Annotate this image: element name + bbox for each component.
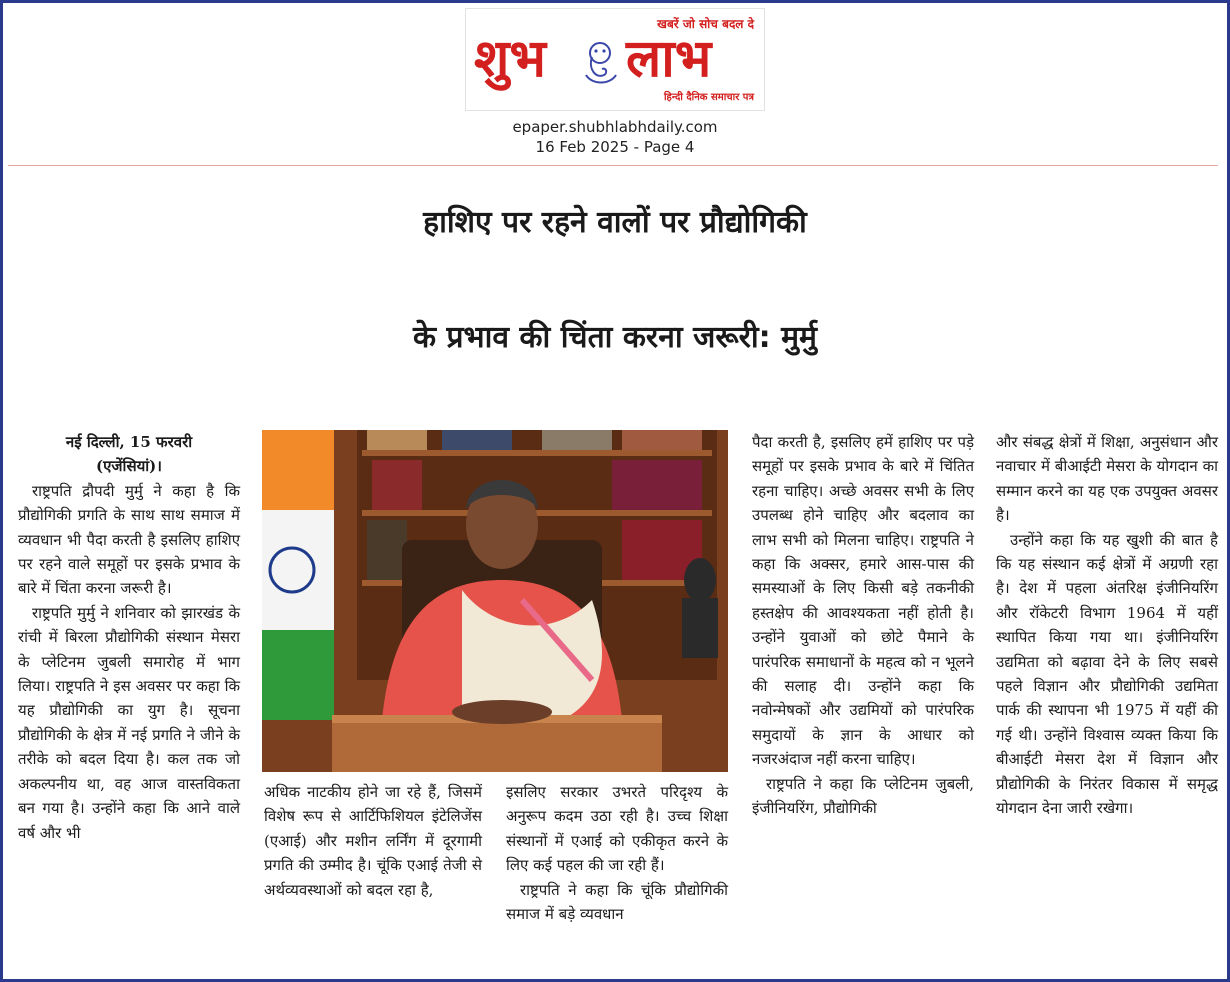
dateline: [18, 430, 240, 479]
paragraph: पैदा करती है, इसलिए हमें हाशिए पर पड़े समूहों पर इसके प्रभाव के बारे में चिंतित रहना चाहिए। अच्छे अवसर सभी के लिए उपलब्ध होने चाहिए और बदलाव का लाभ सभी को मिलना चाहिए। राष्ट्रपति ने कहा कि अक्सर, हमारे आस-पास की समस्याओं के लिए किसी बड़े तकनीकी हस्तक्षेप की आवश्यकता नहीं होती है। उन्होंने युवाओं को छोटे पैमाने के पारंपरिक समाधानों के महत्व को न भूलने की सलाह दी। उन्होंने कहा कि नवोन्मेषकों और उद्यमियों को पारंपरिक समुदायों के ज्ञान के आधार को नजरअंदाज नहीं करना चाहिए।: [752, 433, 974, 769]
epaper-url[interactable]: epaper.shubhlabhdaily.com: [512, 118, 718, 136]
paragraph: इसलिए सरकार उभरते परिदृश्य के अनुरूप कदम उठा रही है। उच्च शिक्षा संस्थानों में एआई को एकीकृत करने के लिए कई पहल की जा रही हैं।: [506, 783, 728, 875]
article-column-4: [752, 430, 974, 821]
article-column-2: [264, 780, 482, 902]
headline-line-2: के प्रभाव की चिंता करना जरूरी: मुर्मु: [412, 320, 818, 355]
article-column-5: [996, 430, 1218, 821]
logo-word-shubh: शुभ: [474, 28, 546, 89]
masthead-divider: [8, 165, 1218, 166]
president-photo[interactable]: [262, 430, 728, 772]
dateline-place-date: नई दिल्ली, 15 फरवरी: [65, 433, 193, 451]
paragraph: राष्ट्रपति मुर्मु ने शनिवार को झारखंड के रांची में बिरला प्रौद्योगिकी संस्थान मेसरा के प्लेटिनम जुबली समारोह में भाग लिया। राष्ट्रपति ने इस अवसर पर कहा कि यह प्रौद्योगिकी का युग है। सूचना प्रौद्योगिकी के क्षेत्र में नई प्रगति ने जीने के तरीके को बदल दिया है। कल तक जो अकल्पनीय था, वह आज वास्तविकता बन गया है। उन्होंने कहा कि आने वाले वर्ष और भी: [18, 603, 240, 842]
ganesha-icon: [578, 35, 622, 87]
paragraph: अधिक नाटकीय होने जा रहे हैं, जिसमें विशेष रूप से आर्टिफिशियल इंटेलिजेंस (एआई) और मशीन लर्निंग में दूरगामी प्रगति की उम्मीद है। चूंकि एआई तेजी से अर्थव्यवस्थाओं को बदल रहा है,: [264, 783, 482, 899]
logo-word-labh: लाभ: [626, 28, 712, 89]
paragraph: उन्होंने कहा कि यह खुशी की बात है कि यह संस्थान कई क्षेत्रों में अग्रणी रहा है। देश में पहला अंतरिक्ष इंजीनियरिंग और रॉकेटरी विभाग 1964 में यहीं स्थापित किया गया था। इंजीनियरिंग उद्यमिता को बढ़ावा देने के लिए सबसे पहले विज्ञान और प्रौद्योगिकी उद्यमिता पार्क की स्थापना भी 1975 में यहीं की गई थी। उन्होंने विश्वास व्यक्त किया कि बीआईटी मेसरा देश में विज्ञान और प्रौद्योगिकी के निरंतर विकास में समृद्ध योगदान देना जारी रखेगा।: [996, 530, 1218, 818]
article-column-3: [506, 780, 728, 926]
paragraph: राष्ट्रपति ने कहा कि प्लेटिनम जुबली, इंजीनियरिंग, प्रौद्योगिकी: [752, 774, 974, 818]
dateline-source: (एजेंसियां)।: [96, 457, 162, 476]
edition-date-page: 16 Feb 2025 - Page 4: [535, 138, 695, 156]
paragraph: राष्ट्रपति द्रौपदी मुर्मु ने कहा है कि प्रौद्योगिकी प्रगति के साथ साथ समाज में व्यवधान भी पैदा करती है इसलिए हाशिए पर रहने वाले समूहों पर इसके प्रभाव के बारे में चिंता करना जरूरी है।: [18, 481, 240, 598]
paragraph: राष्ट्रपति ने कहा कि चूंकि प्रौद्योगिकी समाज में बड़े व्यवधान: [506, 880, 728, 924]
logo-subtitle: हिन्दी दैनिक समाचार पत्र: [663, 92, 754, 103]
paragraph: और संबद्ध क्षेत्रों में शिक्षा, अनुसंधान और नवाचार में बीआईटी मेसरा के योगदान का सम्मान करने का यह एक उपयुक्त अवसर है।: [996, 433, 1218, 525]
headline-line-1: हाशिए पर रहने वालों पर प्रौद्योगिकी: [423, 205, 807, 240]
newspaper-logo[interactable]: [465, 8, 765, 111]
logo-tagline: खबरें जो सोच बदल दे: [657, 17, 754, 31]
article-column-1: [18, 430, 240, 845]
photo-illustration: [262, 430, 728, 772]
